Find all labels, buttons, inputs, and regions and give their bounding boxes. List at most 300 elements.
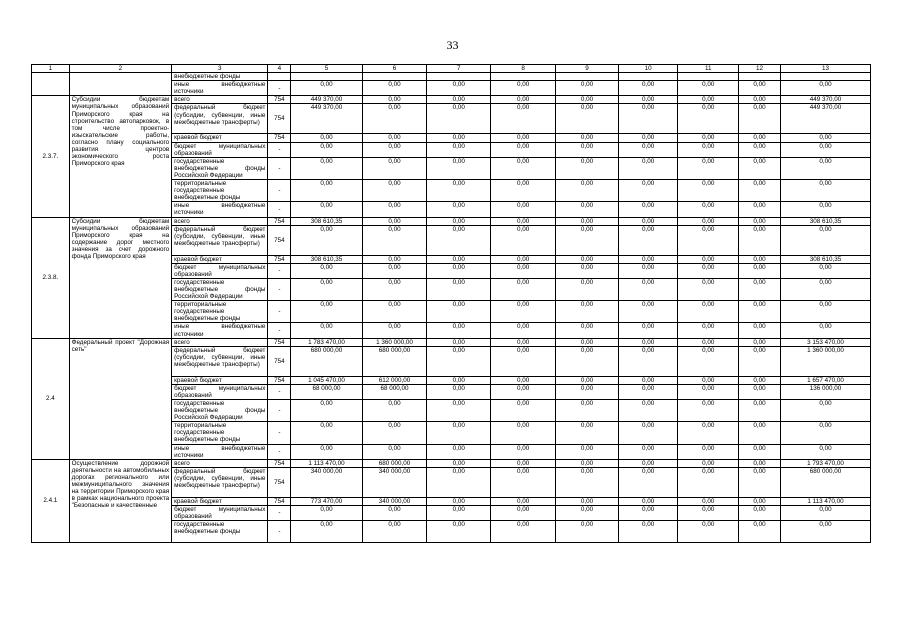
value-cell: 0,00	[739, 278, 781, 300]
value-cell: 0,00	[678, 497, 739, 505]
value-cell: 680 000,00	[362, 459, 427, 467]
value-cell: 0,00	[739, 225, 781, 255]
value-cell: 0,00	[491, 180, 556, 202]
value-cell: 340 000,00	[362, 497, 427, 505]
source-cell: иные внебюджетные источники	[172, 81, 268, 96]
value-cell: 0,00	[739, 263, 781, 278]
value-cell: 0,00	[556, 497, 619, 505]
value-cell: 0,00	[491, 142, 556, 157]
value-cell: 0,00	[618, 338, 678, 346]
value-cell: 0,00	[556, 505, 619, 520]
value-cell: 0,00	[362, 225, 427, 255]
value-cell: 0,00	[362, 521, 427, 543]
value-cell: 0,00	[678, 467, 739, 497]
value-cell: 0,00	[618, 444, 678, 459]
code-cell: 2.4.1	[32, 459, 70, 542]
value-cell: 0,00	[427, 96, 491, 104]
value-cell: 0,00	[739, 505, 781, 520]
value-cell: 0,00	[678, 217, 739, 225]
value-cell	[427, 73, 491, 81]
value-cell: 0,00	[739, 81, 781, 96]
value-cell: 612 000,00	[362, 376, 427, 384]
value-cell: 0,00	[362, 180, 427, 202]
value-cell: 0,00	[291, 505, 362, 520]
value-cell: 1 360 000,00	[362, 338, 427, 346]
value-cell: 0,00	[491, 376, 556, 384]
value-cell: 0,00	[739, 376, 781, 384]
value-cell: 0,00	[618, 104, 678, 134]
value-cell: 0,00	[739, 497, 781, 505]
value-cell: 0,00	[618, 521, 678, 543]
value-cell: 0,00	[618, 323, 678, 338]
value-cell: 0,00	[291, 422, 362, 444]
value-cell: 0,00	[556, 142, 619, 157]
value-cell: 0,00	[427, 278, 491, 300]
value-cell: 0,00	[739, 202, 781, 217]
value-cell: 0,00	[556, 301, 619, 323]
value-cell: 0,00	[291, 444, 362, 459]
value-cell: 680 000,00	[780, 467, 870, 497]
value-cell: 0,00	[780, 134, 870, 142]
value-cell: 0,00	[427, 505, 491, 520]
value-cell: 0,00	[491, 505, 556, 520]
kv-cell: 754	[268, 96, 291, 104]
source-cell: государственные внебюджетные фонды Российской Федерации	[172, 400, 268, 422]
value-cell: 0,00	[678, 422, 739, 444]
value-cell: 0,00	[556, 346, 619, 376]
value-cell: 449 370,00	[780, 96, 870, 104]
value-cell: 0,00	[291, 202, 362, 217]
kv-cell: -	[268, 323, 291, 338]
value-cell: 0,00	[291, 323, 362, 338]
value-cell: 0,00	[556, 444, 619, 459]
value-cell: 0,00	[678, 157, 739, 179]
kv-cell: -	[268, 142, 291, 157]
source-cell: краевой бюджет	[172, 255, 268, 263]
value-cell: 680 000,00	[291, 346, 362, 376]
value-cell: 0,00	[427, 444, 491, 459]
name-cell: Федеральный проект "Дорожная сеть"	[69, 338, 172, 459]
value-cell: 68 000,00	[291, 384, 362, 399]
value-cell	[780, 73, 870, 81]
value-cell: 0,00	[427, 376, 491, 384]
value-cell: 0,00	[556, 104, 619, 134]
kv-cell: 754	[268, 134, 291, 142]
kv-cell: -	[268, 81, 291, 96]
column-header: 2	[69, 65, 172, 73]
value-cell: 0,00	[362, 142, 427, 157]
kv-cell: 754	[268, 346, 291, 376]
value-cell: 0,00	[362, 444, 427, 459]
value-cell: 0,00	[362, 422, 427, 444]
code-cell: 2.3.7.	[32, 96, 70, 217]
column-header: 8	[491, 65, 556, 73]
value-cell: 0,00	[491, 497, 556, 505]
value-cell: 0,00	[780, 263, 870, 278]
source-cell: бюджет муниципальных образований	[172, 263, 268, 278]
value-cell: 0,00	[618, 81, 678, 96]
value-cell	[491, 73, 556, 81]
value-cell: 0,00	[618, 263, 678, 278]
value-cell: 0,00	[780, 81, 870, 96]
page-number: 33	[446, 38, 459, 52]
value-cell: 340 000,00	[362, 467, 427, 497]
value-cell: 0,00	[362, 202, 427, 217]
value-cell: 0,00	[291, 400, 362, 422]
kv-cell: -	[268, 444, 291, 459]
value-cell: 0,00	[427, 346, 491, 376]
kv-cell: 754	[268, 217, 291, 225]
value-cell: 449 370,00	[291, 104, 362, 134]
source-cell: краевой бюджет	[172, 376, 268, 384]
header-row	[32, 65, 871, 73]
value-cell: 0,00	[618, 459, 678, 467]
table-row	[32, 96, 871, 104]
value-cell: 0,00	[491, 467, 556, 497]
value-cell: 0,00	[618, 400, 678, 422]
value-cell: 0,00	[291, 301, 362, 323]
value-cell: 0,00	[427, 255, 491, 263]
value-cell: 0,00	[780, 400, 870, 422]
value-cell: 0,00	[618, 384, 678, 399]
value-cell: 0,00	[491, 323, 556, 338]
table-row	[32, 459, 871, 467]
value-cell: 0,00	[427, 323, 491, 338]
kv-cell: 754	[268, 338, 291, 346]
value-cell: 0,00	[780, 521, 870, 543]
value-cell: 0,00	[427, 384, 491, 399]
value-cell: 1 657 470,00	[780, 376, 870, 384]
kv-cell: -	[268, 505, 291, 520]
value-cell: 0,00	[427, 497, 491, 505]
kv-cell: 754	[268, 104, 291, 134]
value-cell: 0,00	[678, 376, 739, 384]
value-cell: 1 045 470,00	[291, 376, 362, 384]
value-cell: 0,00	[780, 301, 870, 323]
value-cell: 0,00	[556, 157, 619, 179]
value-cell: 0,00	[362, 400, 427, 422]
value-cell: 0,00	[291, 142, 362, 157]
kv-cell: -	[268, 521, 291, 543]
source-cell: государственные внебюджетные фонды	[172, 521, 268, 543]
value-cell: 0,00	[678, 301, 739, 323]
value-cell: 0,00	[556, 338, 619, 346]
value-cell: 3 153 470,00	[780, 338, 870, 346]
value-cell: 0,00	[291, 134, 362, 142]
source-cell: федеральный бюджет (субсидии, субвенции, иные межбюджетные трансферты)	[172, 104, 268, 134]
value-cell: 0,00	[618, 157, 678, 179]
value-cell: 0,00	[739, 422, 781, 444]
value-cell: 0,00	[739, 96, 781, 104]
value-cell: 0,00	[427, 459, 491, 467]
value-cell: 0,00	[291, 521, 362, 543]
value-cell: 0,00	[678, 81, 739, 96]
value-cell: 0,00	[427, 301, 491, 323]
value-cell: 1 113 470,00	[780, 497, 870, 505]
source-cell: территориальные государственные внебюджетные фонды	[172, 301, 268, 323]
value-cell: 0,00	[618, 255, 678, 263]
value-cell	[362, 73, 427, 81]
value-cell: 0,00	[618, 217, 678, 225]
value-cell: 0,00	[618, 301, 678, 323]
value-cell: 0,00	[291, 157, 362, 179]
value-cell: 0,00	[362, 278, 427, 300]
value-cell: 0,00	[739, 104, 781, 134]
value-cell: 0,00	[780, 180, 870, 202]
value-cell: 0,00	[618, 497, 678, 505]
value-cell: 0,00	[556, 202, 619, 217]
value-cell: 449 370,00	[780, 104, 870, 134]
value-cell: 0,00	[618, 142, 678, 157]
value-cell: 1 113 470,00	[291, 459, 362, 467]
value-cell: 0,00	[427, 521, 491, 543]
table-row	[32, 73, 871, 81]
value-cell: 0,00	[739, 338, 781, 346]
kv-cell: -	[268, 263, 291, 278]
value-cell: 0,00	[291, 81, 362, 96]
kv-cell: -	[268, 202, 291, 217]
source-cell: всего	[172, 459, 268, 467]
value-cell: 0,00	[780, 202, 870, 217]
value-cell: 0,00	[780, 422, 870, 444]
value-cell: 0,00	[739, 459, 781, 467]
value-cell: 0,00	[618, 202, 678, 217]
kv-cell: -	[268, 157, 291, 179]
source-cell: всего	[172, 217, 268, 225]
value-cell: 0,00	[427, 225, 491, 255]
value-cell: 773 470,00	[291, 497, 362, 505]
value-cell: 0,00	[678, 278, 739, 300]
source-cell: федеральный бюджет (субсидии, субвенции, иные межбюджетные трансферты)	[172, 346, 268, 376]
value-cell: 0,00	[618, 467, 678, 497]
source-cell: бюджет муниципальных образований	[172, 505, 268, 520]
value-cell: 0,00	[739, 157, 781, 179]
value-cell: 0,00	[780, 505, 870, 520]
value-cell: 0,00	[678, 255, 739, 263]
value-cell: 0,00	[556, 263, 619, 278]
source-cell: краевой бюджет	[172, 134, 268, 142]
value-cell: 0,00	[427, 217, 491, 225]
value-cell: 0,00	[491, 422, 556, 444]
value-cell: 0,00	[739, 142, 781, 157]
source-cell: территориальные государственные внебюджетные фонды	[172, 422, 268, 444]
source-cell: территориальные государственные внебюджетные фонды	[172, 180, 268, 202]
source-cell: государственные внебюджетные фонды Российской Федерации	[172, 278, 268, 300]
value-cell: 0,00	[618, 278, 678, 300]
kv-cell: -	[268, 180, 291, 202]
value-cell: 0,00	[739, 255, 781, 263]
value-cell: 0,00	[618, 134, 678, 142]
value-cell: 0,00	[618, 422, 678, 444]
value-cell: 0,00	[427, 104, 491, 134]
value-cell: 0,00	[556, 384, 619, 399]
value-cell: 0,00	[427, 202, 491, 217]
value-cell: 0,00	[427, 81, 491, 96]
value-cell: 340 000,00	[291, 467, 362, 497]
value-cell: 0,00	[427, 157, 491, 179]
value-cell: 0,00	[618, 346, 678, 376]
value-cell: 0,00	[491, 96, 556, 104]
value-cell: 0,00	[362, 301, 427, 323]
value-cell: 0,00	[678, 338, 739, 346]
value-cell: 0,00	[678, 323, 739, 338]
value-cell: 0,00	[362, 217, 427, 225]
value-cell: 0,00	[678, 134, 739, 142]
value-cell: 0,00	[556, 278, 619, 300]
value-cell: 0,00	[291, 263, 362, 278]
value-cell: 0,00	[491, 134, 556, 142]
value-cell: 0,00	[678, 444, 739, 459]
value-cell: 0,00	[678, 400, 739, 422]
column-header: 9	[556, 65, 619, 73]
value-cell: 0,00	[678, 505, 739, 520]
value-cell: 0,00	[739, 346, 781, 376]
value-cell: 0,00	[780, 142, 870, 157]
value-cell: 0,00	[678, 142, 739, 157]
value-cell: 0,00	[362, 323, 427, 338]
value-cell: 0,00	[780, 278, 870, 300]
source-cell: федеральный бюджет (субсидии, субвенции, иные межбюджетные трансферты)	[172, 467, 268, 497]
value-cell: 0,00	[739, 323, 781, 338]
value-cell: 0,00	[427, 142, 491, 157]
value-cell: 68 000,00	[362, 384, 427, 399]
table-row	[32, 338, 871, 346]
source-cell: бюджет муниципальных образований	[172, 142, 268, 157]
value-cell: 0,00	[491, 157, 556, 179]
value-cell: 0,00	[491, 384, 556, 399]
value-cell: 0,00	[491, 338, 556, 346]
code-cell	[32, 73, 70, 96]
source-cell: всего	[172, 96, 268, 104]
value-cell	[678, 73, 739, 81]
value-cell: 0,00	[491, 104, 556, 134]
value-cell: 0,00	[427, 263, 491, 278]
value-cell: 0,00	[556, 467, 619, 497]
value-cell: 0,00	[556, 400, 619, 422]
value-cell: 0,00	[780, 225, 870, 255]
value-cell: 0,00	[291, 278, 362, 300]
value-cell: 0,00	[556, 134, 619, 142]
value-cell: 0,00	[362, 157, 427, 179]
value-cell: 0,00	[291, 225, 362, 255]
value-cell: 1 783 470,00	[291, 338, 362, 346]
value-cell: 0,00	[556, 225, 619, 255]
value-cell: 136 000,00	[780, 384, 870, 399]
value-cell: 0,00	[780, 323, 870, 338]
value-cell: 0,00	[491, 459, 556, 467]
value-cell: 1 360 000,00	[780, 346, 870, 376]
value-cell: 0,00	[739, 521, 781, 543]
value-cell: 0,00	[739, 384, 781, 399]
kv-cell: -	[268, 400, 291, 422]
kv-cell: -	[268, 384, 291, 399]
table-row	[32, 217, 871, 225]
value-cell: 0,00	[739, 467, 781, 497]
source-cell: иные внебюджетные источники	[172, 323, 268, 338]
name-cell: Субсидии бюджетам муниципальных образований Приморского края на строительство автопарковок, в том числе проектно-изыскательские работы, согласно плану социального развития центров экономического роста Приморского края	[69, 96, 172, 217]
value-cell: 0,00	[427, 180, 491, 202]
value-cell: 0,00	[491, 400, 556, 422]
value-cell: 0,00	[491, 217, 556, 225]
value-cell: 0,00	[739, 400, 781, 422]
column-header: 10	[618, 65, 678, 73]
kv-cell: 754	[268, 255, 291, 263]
table-body	[32, 65, 871, 543]
value-cell: 0,00	[678, 96, 739, 104]
value-cell: 0,00	[739, 134, 781, 142]
value-cell: 0,00	[556, 81, 619, 96]
value-cell: 0,00	[362, 96, 427, 104]
source-cell: краевой бюджет	[172, 497, 268, 505]
column-header: 5	[291, 65, 362, 73]
value-cell: 0,00	[618, 225, 678, 255]
kv-cell: 754	[268, 225, 291, 255]
value-cell: 0,00	[556, 255, 619, 263]
column-header: 3	[172, 65, 268, 73]
value-cell: 0,00	[491, 444, 556, 459]
value-cell: 0,00	[678, 180, 739, 202]
code-cell: 2.4	[32, 338, 70, 459]
value-cell: 0,00	[780, 444, 870, 459]
source-cell: федеральный бюджет (субсидии, субвенции, иные межбюджетные трансферты)	[172, 225, 268, 255]
value-cell: 0,00	[362, 263, 427, 278]
value-cell: 0,00	[556, 217, 619, 225]
value-cell: 0,00	[678, 346, 739, 376]
value-cell: 0,00	[780, 157, 870, 179]
column-header: 4	[268, 65, 291, 73]
value-cell: 0,00	[362, 134, 427, 142]
column-header: 11	[678, 65, 739, 73]
value-cell: 0,00	[618, 376, 678, 384]
value-cell: 0,00	[678, 384, 739, 399]
column-header: 12	[739, 65, 781, 73]
column-header: 13	[780, 65, 870, 73]
value-cell: 0,00	[427, 134, 491, 142]
value-cell	[291, 73, 362, 81]
value-cell: 0,00	[739, 217, 781, 225]
value-cell: 0,00	[491, 521, 556, 543]
value-cell	[739, 73, 781, 81]
kv-cell: 754	[268, 467, 291, 497]
source-cell: государственные внебюджетные фонды Российской Федерации	[172, 157, 268, 179]
value-cell: 449 370,00	[291, 96, 362, 104]
value-cell: 0,00	[556, 323, 619, 338]
source-cell: внебюджетные фонды	[172, 73, 268, 81]
name-cell	[69, 73, 172, 96]
budget-table	[31, 64, 871, 543]
value-cell: 0,00	[556, 521, 619, 543]
value-cell: 0,00	[427, 467, 491, 497]
name-cell: Осуществление дорожной деятельности на автомобильных дорогах регионального или межмуниципального значения на территории Приморского края в рамках национального проекта "Безопасные и качественные	[69, 459, 172, 542]
column-header: 6	[362, 65, 427, 73]
value-cell: 0,00	[678, 521, 739, 543]
kv-cell: -	[268, 422, 291, 444]
value-cell: 0,00	[678, 459, 739, 467]
value-cell: 0,00	[556, 96, 619, 104]
kv-cell: 754	[268, 459, 291, 467]
value-cell: 0,00	[618, 180, 678, 202]
value-cell: 0,00	[556, 376, 619, 384]
value-cell: 0,00	[427, 422, 491, 444]
value-cell: 0,00	[291, 180, 362, 202]
value-cell: 0,00	[491, 301, 556, 323]
value-cell: 0,00	[491, 263, 556, 278]
value-cell: 0,00	[678, 202, 739, 217]
kv-cell: -	[268, 301, 291, 323]
value-cell: 0,00	[678, 104, 739, 134]
source-cell: иные внебюджетные источники	[172, 444, 268, 459]
value-cell: 0,00	[556, 422, 619, 444]
